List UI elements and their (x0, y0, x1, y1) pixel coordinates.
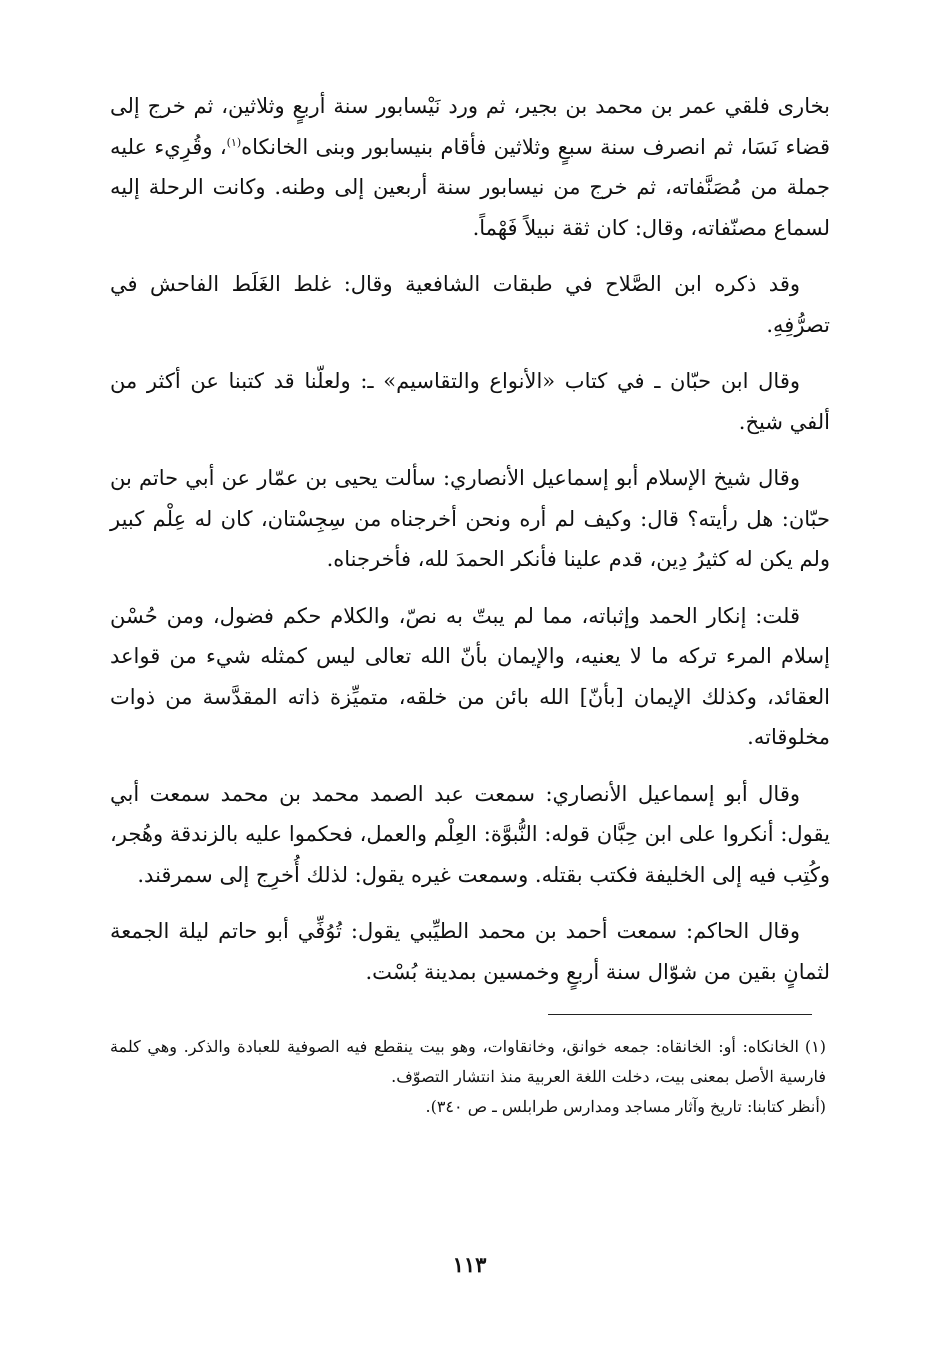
paragraph-6: وقال أبو إسماعيل الأنصاري: سمعت عبد الصمد محمد بن محمد سمعت أبي يقول: أنكروا على ابن حِبَّان قوله: النُّبوَّة: العِلْم والعمل، فحكموا عليه بالزندقة وهُجر، وكُتِب فيه إلى الخليفة فكتب بقتله. وسمعت غيره يقول: لذلك أُخرِج إلى سمرقند. (110, 781, 830, 887)
paragraph-7: وقال الحاكم: سمعت أحمد بن محمد الطيِّبي يقول: تُوُفِّي أبو حاتم ليلة الجمعة لثمانٍ بقين من شوّال سنة أربعٍ وخمسين بمدينة بُسْت. (110, 919, 830, 984)
paragraph-5: قلت: إنكار الحمد وإثباته، مما لم يبتّ به نصّ، والكلام حكم فضول، ومن حُسْن إسلام المرء تركه ما لا يعنيه، والإيمان بأنّ الله تعالى ليس كمثله شيء من قواعد العقائد، وكذلك الإيمان [بأنّ] الله بائن من خلقه، متميِّزة ذاته المقدَّسة من ذوات مخلوقاته. (110, 603, 830, 749)
footnote-rule (548, 1014, 812, 1015)
footnote-line-2: (أنظر كتابنا: تاريخ وآثار مساجد ومدارس طرابلس ـ ص ٣٤٠). (425, 1097, 826, 1116)
footnote-number: (١) (804, 1037, 826, 1056)
paragraph-3: وقال ابن حبّان ـ في كتاب «الأنواع والتقاسيم» ـ: ولعلّنا قد كتبنا عن أكثر من ألفي شيخ. (110, 369, 830, 434)
footnote-line-1 (110, 1032, 826, 1092)
footnote-reference: (١) (226, 135, 242, 149)
paragraph-1 (110, 86, 830, 248)
page-body (110, 86, 830, 1346)
paragraph-2: وقد ذكره ابن الصَّلاح في طبقات الشافعية وقال: غلط الغَلَط الفاحش في تصرُّفِهِ. (110, 272, 830, 337)
paragraph-1-tail: ، وقُرِيء عليه جملة من مُصَنَّفاته، ثم خرج من نيسابور سنة أربعين إلى وطنه. وكانت الرحلة إليه لسماع مصنّفاته، وقال: كان ثقة نبيلاً فَهْماً. (110, 134, 830, 240)
footnote (110, 1032, 830, 1122)
paragraph-4: وقال شيخ الإسلام أبو إسماعيل الأنصاري: سألت يحيى بن عمّار عن أبي حاتم بن حبّان: هل رأيته؟ قال: وكيف لم أره ونحن أخرجناه من سِجِسْتان، كان له عِلْم كبير ولم يكن له كثيرُ دِين، قدم علينا فأنكر الحمدَ لله، فأخرجناه. (110, 466, 830, 571)
page-number: ١١٣ (452, 1252, 487, 1277)
paragraph-1-text: بخارى فلقي عمر بن محمد بن بجير، ثم ورد نَيْسابور سنة أربعٍ وثلاثين، ثم خرج إلى قضاء نَسَا، ثم انصرف سنة سبعٍ وثلاثين فأقام بنيسابور وبنى الخانكاه (110, 94, 830, 159)
footnote-text-1: الخانكاه: أو: الخانقاه: جمعه خوانق، وخانقاوات، وهو بيت ينقطع فيه الصوفية للعبادة والذكر. وهي كلمة فارسية الأصل بمعنى بيت، دخلت اللغة العربية منذ انتشار التصوّف. (110, 1037, 826, 1086)
footnote-separator (110, 1014, 830, 1032)
